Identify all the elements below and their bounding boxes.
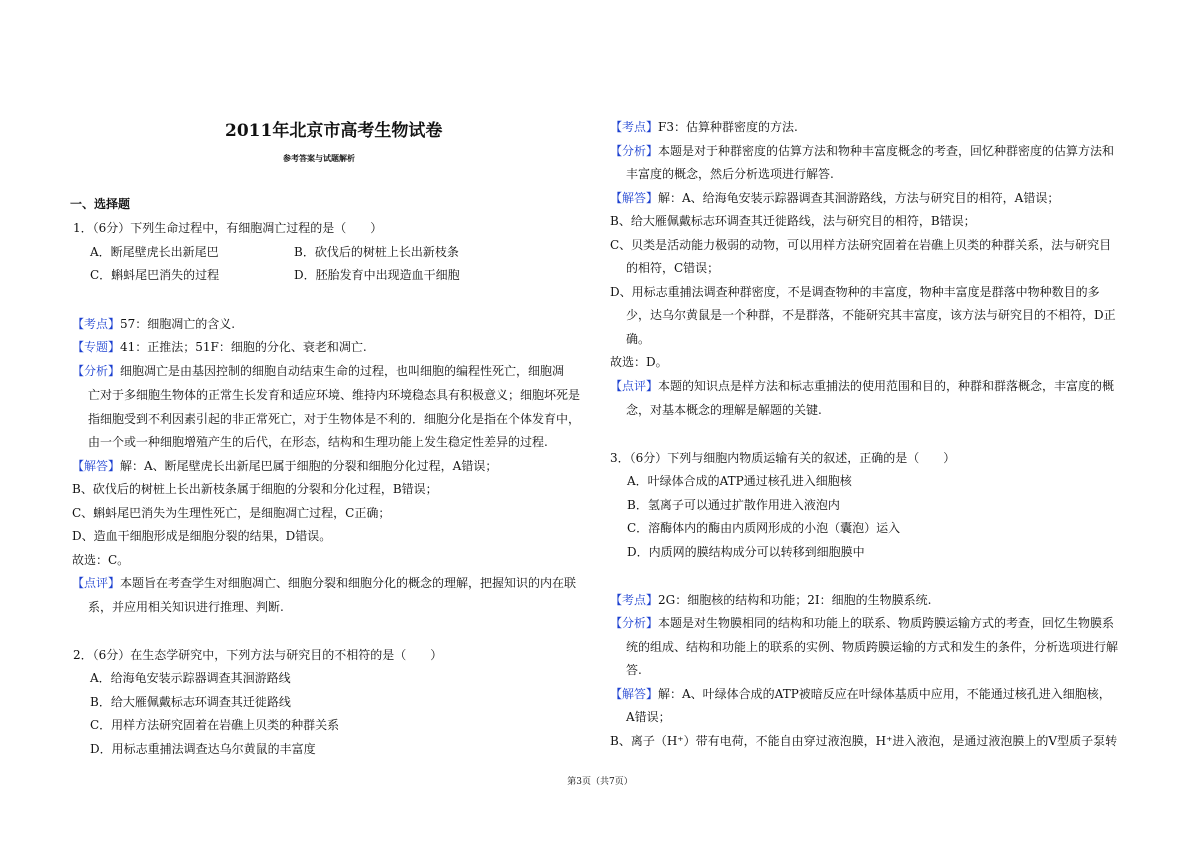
q3-option-d: D．内质网的膜结构成分可以转移到细胞膜中	[627, 545, 865, 559]
q1-answer: 故选：C。	[72, 553, 130, 567]
q1-stem: 1．（6分）下列生命过程中，有细胞凋亡过程的是（ ）	[73, 221, 383, 235]
q2-option-c: C．用样方法研究固着在岩礁上贝类的种群关系	[90, 718, 340, 732]
q2-answer: 故选：D。	[610, 355, 668, 369]
q1-option-d: D．胚胎发育中出现造血干细胞	[294, 268, 460, 282]
q1-fenxi-line3: 指细胞受到不利因素引起的非正常死亡，对于生物体是不利的．细胞分化是指在个体发育中，	[88, 412, 581, 426]
q1-dianping-line2: 系，并应用相关知识进行推理、判断.	[88, 600, 284, 614]
q3-stem: 3．（6分）下列与细胞内物质运输有关的叙述，正确的是（ ）	[610, 451, 956, 465]
q1-dianping: 【点评】本题旨在考查学生对细胞凋亡、细胞分裂和细胞分化的概念的理解，把握知识的内在联	[72, 576, 577, 590]
q3-option-c: C．溶酶体内的酶由内质网形成的小泡（囊泡）运入	[627, 521, 901, 535]
q1-fenxi-line4: 由一个或一种细胞增殖产生的后代，在形态，结构和生理功能上发生稳定性差异的过程.	[88, 435, 548, 449]
q2-kaodian: 【考点】F3：估算种群密度的方法.	[610, 120, 798, 134]
q1-option-b: B．砍伐后的树桩上长出新枝条	[294, 245, 459, 259]
page-title: 2011年北京市高考生物试卷	[225, 121, 443, 141]
page-footer: 第3页（共7页）	[567, 777, 633, 787]
q2-option-a: A．给海龟安装示踪器调查其洄游路线	[90, 671, 291, 685]
q1-fenxi-line2: 亡对于多细胞生物体的正常生长发育和适应环境、维持内环境稳态具有积极意义；细胞坏死是	[88, 388, 581, 402]
q2-fenxi: 【分析】本题是对于种群密度的估算方法和物种丰富度概念的考查，回忆种群密度的估算方法和	[610, 144, 1115, 158]
q1-jieda-c: C、蝌蚪尾巴消失为生理性死亡，是细胞凋亡过程，C正确；	[72, 506, 391, 520]
q3-fenxi-line2: 统的组成、结构和功能上的联系的实例、物质跨膜运输的方式和发生的条件，分析选项进行解	[626, 640, 1119, 654]
q2-fenxi-line2: 丰富度的概念，然后分析选项进行解答.	[626, 167, 834, 181]
q3-jieda-a2: A错误；	[626, 710, 671, 724]
q1-jieda-d: D、造血干细胞形成是细胞分裂的结果，D错误。	[72, 529, 332, 543]
q2-option-b: B．给大雁佩戴标志环调查其迁徙路线	[90, 695, 291, 709]
q1-jieda: 【解答】解：A、断尾壁虎长出新尾巴属于细胞的分裂和细胞分化过程，A错误；	[72, 459, 498, 473]
q3-fenxi-line3: 答.	[626, 663, 642, 677]
section-heading: 一、选择题	[70, 197, 131, 211]
q2-dianping-line2: 念，对基本概念的理解是解题的关键.	[626, 403, 822, 417]
q3-option-a: A．叶绿体合成的ATP通过核孔进入细胞核	[627, 474, 852, 488]
q3-jieda: 【解答】解：A、叶绿体合成的ATP被暗反应在叶绿体基质中应用，不能通过核孔进入细胞核，	[610, 687, 1111, 701]
q3-option-b: B．氢离子可以通过扩散作用进入液泡内	[627, 498, 840, 512]
q1-fenxi: 【分析】细胞凋亡是由基因控制的细胞自动结束生命的过程，也叫细胞的编程性死亡，细胞凋	[72, 364, 565, 378]
q2-jieda-c: C、贝类是活动能力极弱的动物，可以用样方法研究固着在岩礁上贝类的种群关系，法与研究目	[610, 238, 1112, 252]
q3-jieda-b: B、离子（H⁺）带有电荷，不能自由穿过液泡膜，H⁺进入液泡，是通过液泡膜上的V型质子泵转	[610, 734, 1118, 748]
page-subtitle: 参考答案与试题解析	[283, 153, 355, 163]
q1-kaodian: 【考点】57：细胞凋亡的含义.	[72, 317, 236, 331]
q2-jieda-d: D、用标志重捕法调查种群密度，不是调查物种的丰富度，物种丰富度是群落中物种数目的多	[610, 285, 1100, 299]
q1-jieda-b: B、砍伐后的树桩上长出新枝条属于细胞的分裂和分化过程，B错误；	[72, 482, 438, 496]
q2-jieda-d2: 少，达乌尔黄鼠是一个种群，不是群落，不能研究其丰富度，该方法与研究目的不相符，D正	[626, 308, 1116, 322]
q1-option-a: A．断尾壁虎长出新尾巴	[90, 245, 219, 259]
q2-jieda-b: B、给大雁佩戴标志环调查其迁徙路线，法与研究目的相符，B错误；	[610, 214, 976, 228]
q2-jieda-c2: 的相符，C错误；	[626, 261, 720, 275]
q3-fenxi: 【分析】本题是对生物膜相同的结构和功能上的联系、物质跨膜运输方式的考查，回忆生物膜系	[610, 616, 1115, 630]
q2-option-d: D．用标志重捕法调查达乌尔黄鼠的丰富度	[90, 742, 316, 756]
q3-kaodian: 【考点】2G：细胞核的结构和功能；2I：细胞的生物膜系统.	[610, 593, 932, 607]
q2-dianping: 【点评】本题的知识点是样方法和标志重捕法的使用范围和目的，种群和群落概念，丰富度的概	[610, 379, 1115, 393]
q2-jieda: 【解答】解：A、给海龟安装示踪器调查其洄游路线，方法与研究目的相符，A错误；	[610, 191, 1060, 205]
q2-jieda-d3: 确。	[626, 332, 651, 346]
q2-stem: 2．（6分）在生态学研究中，下列方法与研究目的不相符的是（ ）	[73, 648, 443, 662]
q1-option-c: C．蝌蚪尾巴消失的过程	[90, 268, 220, 282]
q1-zhuanti: 【专题】41：正推法；51F：细胞的分化、衰老和凋亡.	[72, 340, 367, 354]
